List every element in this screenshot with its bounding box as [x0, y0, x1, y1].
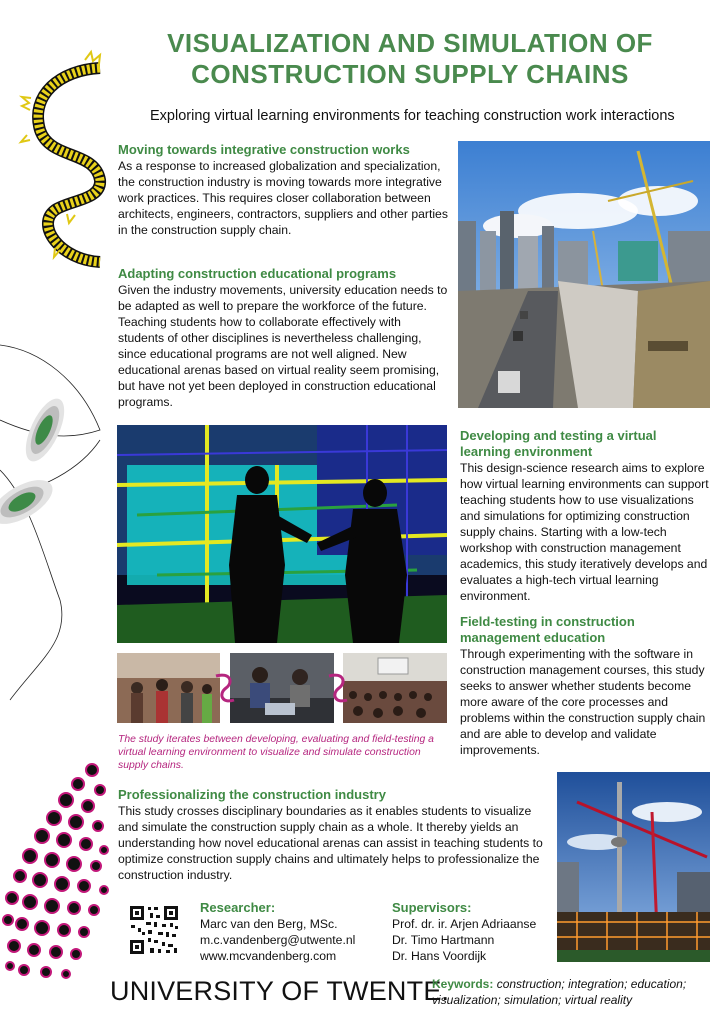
section-body: Through experimenting with the software in construction management courses, this study seeks to answer whether students become more aware of the core processes and problems within the construction supply chain and are able to develop and validate improvements. — [460, 647, 706, 757]
cycle-arrow-icon — [325, 668, 351, 708]
researcher-label: Researcher: — [200, 900, 276, 915]
supervisor-name: Dr. Timo Hartmann — [392, 933, 495, 947]
workshop-photo-1 — [117, 653, 220, 723]
decorative-margin-art — [0, 0, 120, 1024]
green-ellipse-decoration — [0, 393, 72, 533]
researcher-email[interactable]: m.c.vandenberg@utwente.nl — [200, 933, 356, 947]
section-heading: Professionalizing the construction industry — [118, 787, 386, 802]
supervisors-block — [392, 900, 557, 964]
keywords-label: Keywords: — [432, 977, 494, 991]
lecture-photo — [343, 653, 447, 723]
title-line-2: CONSTRUCTION SUPPLY CHAINS — [191, 59, 629, 89]
section-body: Given the industry movements, university education needs to be adapted as well to prepare the workforce of the future. Teaching students how to collaborate effectively with students of other disciplines is nevertheless challenging, since educational programs are not well aligned. New educational arenas based on virtual reality seem promising, but have not yet been deployed in construction educational programs. — [118, 283, 448, 409]
section-field-testing — [460, 614, 710, 758]
qr-code[interactable] — [128, 904, 180, 956]
section-educational — [118, 266, 448, 410]
section-heading: Adapting construction educational programs — [118, 266, 397, 281]
researcher-name: Marc van den Berg, MSc. — [200, 917, 338, 931]
section-heading: Field-testing in construction management education — [460, 614, 635, 645]
supervisors-label: Supervisors: — [392, 900, 472, 915]
supervisor-name: Prof. dr. ir. Arjen Adriaanse — [392, 917, 537, 931]
poster-title — [120, 28, 700, 90]
figure-caption: The study iterates between developing, evaluating and field-testing a virtual learning environment to visualize and simulate construction supply chains. — [118, 734, 434, 771]
construction-site-photo — [458, 141, 710, 408]
cycle-arrow-icon — [212, 668, 238, 708]
title-line-1: VISUALIZATION AND SIMULATION OF — [167, 28, 653, 58]
researcher-website[interactable]: www.mcvandenberg.com — [200, 949, 337, 963]
section-body: This design-science research aims to explore how virtual learning environments can support teaching students how to use visualizations and simulations for optimizing construction supply chains. Starting with a low-tech workshop with construction management academics, this study iteratively develops and evaluates a high-tech virtual learning environment. — [460, 461, 709, 603]
supervisor-name: Dr. Hans Voordijk — [392, 949, 487, 963]
workshop-photo-2 — [230, 653, 334, 723]
poster-subtitle: Exploring virtual learning environments for teaching construction work interactions — [150, 108, 675, 124]
section-heading: Moving towards integrative construction works — [118, 142, 410, 157]
section-professionalizing — [118, 787, 550, 883]
university-logo: UNIVERSITY OF TWENTE. — [110, 976, 450, 1006]
section-developing — [460, 428, 710, 604]
section-heading: Developing and testing a virtual learning environment — [460, 428, 657, 459]
researcher-block — [200, 900, 390, 964]
keywords-text: construction; integration; education; visualization; simulation; virtual reality — [432, 977, 687, 1007]
keywords-block — [432, 976, 717, 1008]
tower-crane-photo — [557, 772, 710, 962]
virtual-reality-photo — [117, 425, 447, 643]
magenta-dot-mesh-decoration — [3, 764, 108, 978]
section-integrative — [118, 142, 448, 238]
section-body: This study crosses disciplinary boundaries as it enables students to visualize and simulate the construction supply chain as a whole. It thereby yields an understanding how novel educational arenas can assist in teaching students to optimize construction supply chains and ultimately helps to professionalize the construction industry. — [118, 804, 543, 882]
yellow-ribbon-decoration — [21, 52, 100, 262]
section-body: As a response to increased globalization and specialization, the construction industry is moving towards more integrative work practices. This requires closer collaboration between architects, engineers, contractors, suppliers and other parties in the construction supply chain. — [118, 159, 448, 237]
